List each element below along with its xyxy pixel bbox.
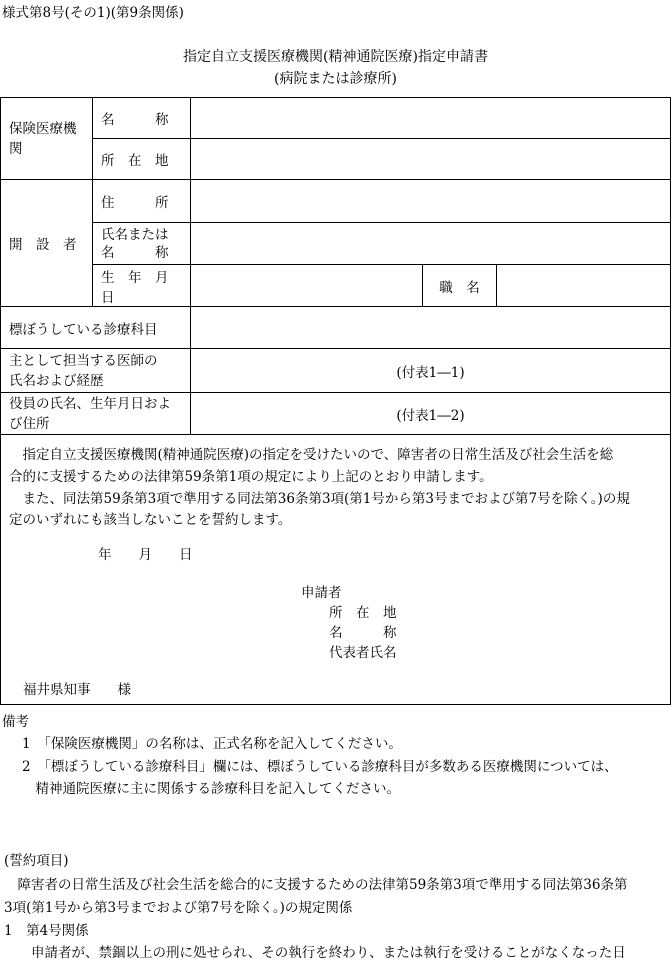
- doctor-label-line1: 主として担当する医師の: [9, 352, 158, 369]
- founder-name-field[interactable]: [191, 223, 671, 265]
- representative-label: 代表者氏名: [329, 645, 397, 661]
- departments-label: 標ぼうしている診療科目: [1, 307, 191, 349]
- note-2-line2: 精神通院医療に主に関係する診療科目を記入してください。: [22, 781, 400, 797]
- note-2-line1: 2 「標ぼうしている診療科目」欄には、標ぼうしている診療科目が多数ある医療機関については、: [22, 759, 618, 775]
- pledge-heading: (誓約項目): [4, 853, 69, 869]
- birth-date-field[interactable]: [191, 265, 423, 307]
- application-table: [0, 97, 671, 435]
- pledge-line2: 3項(第1号から第3号までおよび第7号を除く。)の規定関係: [4, 900, 353, 916]
- founder-name-label: [93, 223, 191, 265]
- pledge-item1-text: 申請者が、禁錮以上の刑に処せられ、その執行を終わり、または執行を受けることがなくなった日: [4, 945, 626, 961]
- pledge-item1: 1 第4号関係: [4, 923, 89, 939]
- document-subtitle: (病院または診療所): [274, 71, 397, 87]
- founder-label: 開 設 者: [1, 180, 93, 307]
- officer-label-line1: 役員の氏名、生年月日およ: [9, 395, 171, 412]
- departments-field[interactable]: [191, 307, 671, 349]
- declaration-date: 年 月 日: [98, 547, 193, 563]
- birth-date-label: 生 年 月 日: [93, 265, 191, 307]
- declaration-para2-line1: また、同法第59条第3項で準用する同法第36条第3項(第1号から第3号までおよび第7号を除く。)の規: [9, 491, 630, 507]
- name-label: 名 称: [93, 98, 191, 139]
- address-label: 住 所: [93, 180, 191, 223]
- applicant-label: 申請者: [301, 585, 342, 601]
- officer-label: [1, 393, 191, 435]
- notes-heading: 備考: [2, 714, 29, 730]
- declaration-para1-line2: 合的に支援するための法律第59条第1項の規定により上記のとおり申請します。: [9, 469, 493, 485]
- job-title-field[interactable]: [497, 265, 671, 307]
- officer-ref: (付表1―2): [191, 393, 671, 435]
- declaration-para1-line1: 指定自立支援医療機関(精神通院医療)の指定を受けたいので、障害者の日常生活及び社会生活を総: [9, 447, 614, 463]
- location-field[interactable]: [191, 139, 671, 180]
- document-title: 指定自立支援医療機関(精神通院医療)指定申請書: [183, 49, 488, 65]
- doctor-ref: (付表1―1): [191, 349, 671, 393]
- job-title-label: 職 名: [423, 265, 497, 307]
- declaration-para2-line2: 定のいずれにも該当しないことを誓約します。: [9, 512, 292, 528]
- applicant-location-label: 所 在 地: [329, 605, 397, 621]
- insurance-institution-label: 保険医療機関: [1, 98, 93, 180]
- doctor-label-line2: 氏名および経歴: [9, 372, 104, 389]
- form-number: 様式第8号(その1)(第9条関係): [2, 5, 184, 21]
- note-1: 1 「保険医療機関」の名称は、正式名称を記入してください。: [22, 736, 402, 752]
- founder-name-label-line1: 氏名または: [101, 226, 169, 243]
- name-field[interactable]: [191, 98, 671, 139]
- officer-label-line2: び住所: [9, 415, 50, 432]
- addressee: 福井県知事 様: [23, 682, 131, 698]
- founder-name-label-line2: 名 称: [101, 244, 169, 261]
- address-field[interactable]: [191, 180, 671, 223]
- location-label: 所 在 地: [93, 139, 191, 180]
- declaration-box: [0, 433, 671, 705]
- doctor-label: [1, 349, 191, 393]
- pledge-line1: 障害者の日常生活及び社会生活を総合的に支援するための法律第59条第3項で準用する同法第36条第: [4, 877, 628, 893]
- applicant-name-label: 名 称: [329, 625, 397, 641]
